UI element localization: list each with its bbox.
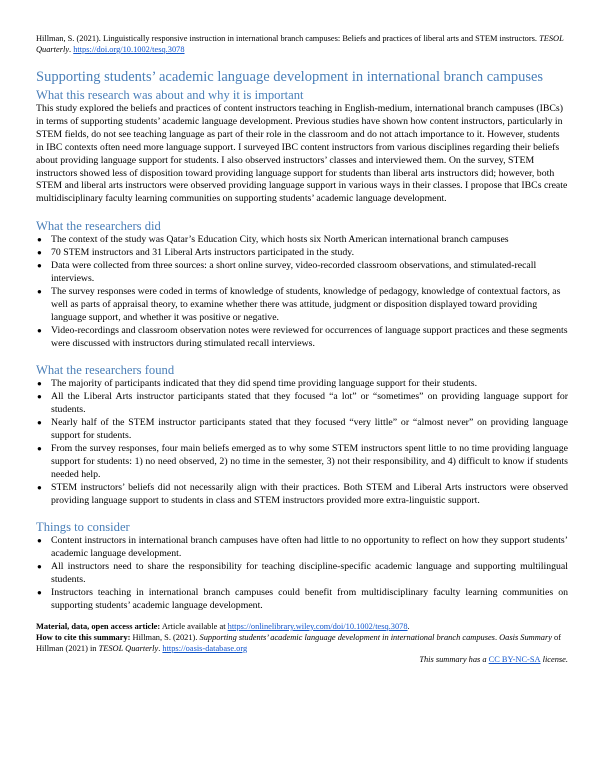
list-item: ● The majority of participants indicated that they did spend time providing language support for their students.	[37, 378, 478, 390]
license-link[interactable]: CC BY-NC-SA	[488, 654, 541, 664]
list-item: ● Instructors teaching in international branch campuses could benefit from multidisciplinary faculty learning communities on supporting students’ academic language development.	[37, 587, 568, 611]
license-line: This summary has a CC BY-NC-SA license.	[419, 654, 568, 664]
bullet-icon: ●	[37, 536, 42, 546]
bullet-icon: ●	[37, 325, 42, 335]
bullet-icon: ●	[37, 482, 42, 492]
source-citation	[36, 33, 568, 55]
document-page	[36, 33, 568, 665]
found-list	[36, 378, 568, 507]
bullet-icon: ●	[37, 588, 42, 598]
footer	[36, 621, 568, 665]
bullet-icon: ●	[37, 379, 42, 389]
consider-list	[36, 535, 568, 612]
list-item: ● The context of the study was Qatar’s Education City, which hosts six North American international branch campuses	[37, 234, 509, 246]
list-item: ● STEM instructors’ beliefs did not necessarily align with their practices. Both STEM and Liberal Arts instructors were observed providing language support to students in class and STEM instructors provided more extra-linguistic support.	[37, 481, 568, 506]
section-heading-consider: Things to consider	[36, 520, 130, 535]
list-item: ● All instructors need to share the responsibility for teaching discipline-specific academic language and supporting multilingual students.	[37, 561, 568, 586]
bullet-icon: ●	[37, 562, 42, 572]
section-heading-did: What the researchers did	[36, 219, 161, 234]
citation-separator: .	[69, 45, 74, 54]
document-title: Supporting students’ academic language development in international branch campuses	[36, 69, 544, 85]
list-item: ● Nearly half of the STEM instructor participants stated that they focused “very little” or “almost never” on providing language support for students.	[37, 417, 568, 442]
bullet-icon: ●	[37, 235, 42, 245]
article-link[interactable]: https://onlinelibrary.wiley.com/doi/10.1002/tesq.3078	[227, 621, 408, 631]
list-item: ● 70 STEM instructors and 31 Liberal Arts instructors participated in the study.	[37, 247, 355, 259]
list-item: ● Video-recordings and classroom observation notes were reviewed for occurrences of language support practices and these segments were discussed with instructors during stimulated recall interviews.	[37, 324, 568, 349]
bullet-icon: ●	[37, 261, 42, 271]
oasis-database-link[interactable]: https://oasis-database.org	[162, 643, 248, 653]
list-item: ● All the Liberal Arts instructor participants stated that they focused “a lot” or “sometimes” on providing language support for students.	[37, 391, 568, 416]
bullet-icon: ●	[37, 286, 42, 296]
cite-line: How to cite this summary: Hillman, S. (2021). Supporting students’ academic language development in international branch campuses. Oasis Summary of Hillman (2021) in TESOL Quarterly. https://oasis-database.org	[36, 632, 562, 653]
citation-text: Hillman, S. (2021). Linguistically responsive instruction in international branch campuses: Beliefs and practices of liberal arts and STEM instructors.	[36, 34, 540, 43]
bullet-icon: ●	[37, 248, 42, 258]
citation-journal: TESOL Quarterly	[36, 34, 564, 54]
section-heading-about: What this research was about and why it is important	[36, 88, 304, 102]
list-item: ● Data were collected from three sources: a short online survey, video-recorded classroom observations, and stimulated-recall interviews.	[37, 260, 537, 284]
bullet-icon: ●	[37, 418, 42, 428]
list-item: ● The survey responses were coded in terms of knowledge of students, knowledge of pedagogy, knowledge of contextual factors, as well as parts of appraisal theory, to examine whether there was attitude, judgment or disposition displayed toward providing language support, and whether it was positive or negative.	[37, 285, 561, 323]
material-line: Material, data, open access article: Article available at https://onlinelibrary.wiley.com/doi/10.1002/tesq.3078.	[36, 621, 410, 631]
list-item: ● Content instructors in international branch campuses have often had little to no opportunity to reflect on how they support students’ academic language development.	[37, 535, 568, 560]
citation-doi-link[interactable]: https://doi.org/10.1002/tesq.3078	[73, 45, 185, 54]
did-list	[36, 234, 568, 350]
about-paragraph: This study explored the beliefs and practices of content instructors teaching in English-medium, international branch campuses (IBCs) in terms of supporting students’ academic language development. Previous studies have shown how content instructors, particularly in STEM fields, do not see teaching language as part of their role in the classroom and do not attach importance to it. However, students in IBC contexts often need more language support. I surveyed IBC content instructors from various disciplines regarding their beliefs about providing language support for students. I also observed instructors’ classes and interviewed them. On the survey, STEM instructors showed less of disposition toward providing language support for students than liberal arts instructors did; however, both STEM and liberal arts instructors were observed providing language support in various ways in their classes. I propose that IBCs create multidisciplinary faculty learning communities on supporting students’ academic language development.	[36, 103, 568, 205]
bullet-icon: ●	[37, 443, 42, 453]
bullet-icon: ●	[37, 392, 42, 402]
list-item: ● From the survey responses, four main beliefs emerged as to why some STEM instructors spent little to no time providing language support for students: 1) no need observed, 2) no time in the semester, 3) not their responsibility, and 4) difficult to know if students needed help.	[37, 442, 568, 480]
section-heading-found: What the researchers found	[36, 363, 175, 378]
